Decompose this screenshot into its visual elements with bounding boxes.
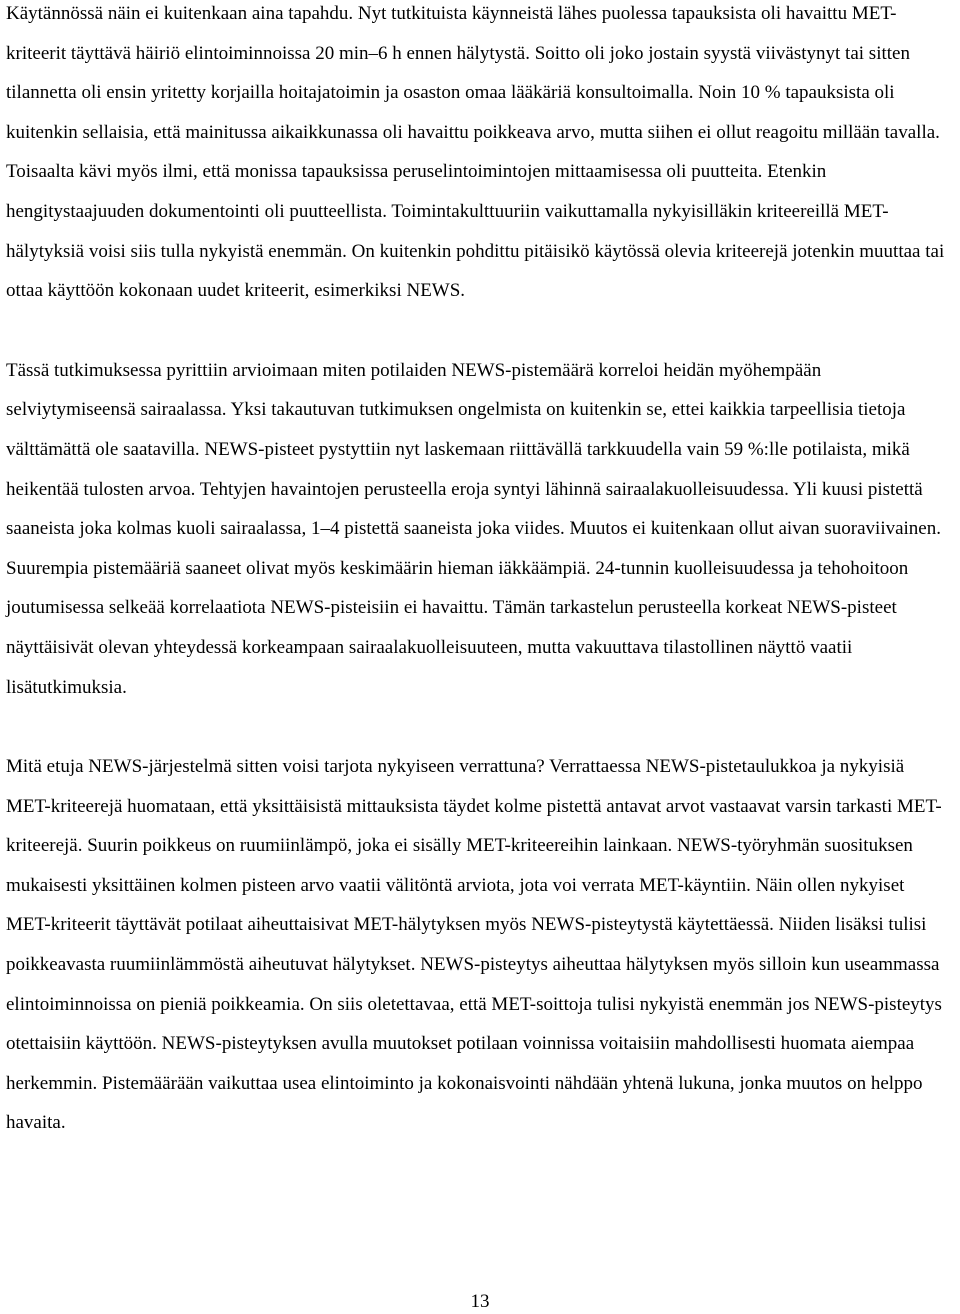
- paragraph-news-study: Tässä tutkimuksessa pyrittiin arvioimaan miten potilaiden NEWS-pistemäärä korreloi heidän myöhempään selviytymiseensä sairaalassa. Yksi takautuvan tutkimuksen ongelmista on kuitenkin se, ettei kaikkia tarpeellisia tietoja välttämättä ole saatavilla. NEWS-pisteet pystyttiin nyt laskemaan riittävällä tarkkuudella vain 59 %:lle potilaista, mikä heikentää tulosten arvoa. Tehtyjen havaintojen perusteella eroja syntyi lähinnä sairaalakuolleisuudessa. Yli kuusi pistettä saaneista joka kolmas kuoli sairaalassa, 1–4 pistettä saaneista joka viides. Muutos ei kuitenkaan ollut aivan suoraviivainen. Suurempia pistemääriä saaneet olivat myös keskimäärin hieman iäkkäämpiä. 24-tunnin kuolleisuudessa ja tehohoitoon joutumisessa selkeää korrelaatiota NEWS-pisteisiin ei havaittu. Tämän tarkastelun perusteella korkeat NEWS-pisteet näyttäisivät olevan yhteydessä korkeampaan sairaalakuolleisuuteen, mutta vakuuttava tilastollinen näyttö vaatii lisätutkimuksia.: [6, 359, 941, 698]
- page-number: 13: [470, 1291, 490, 1312]
- paragraph-met-criteria: Käytännössä näin ei kuitenkaan aina tapahdu. Nyt tutkituista käynneistä lähes puolessa tapauksista oli havaittu MET-kriteerit täyttävä häiriö elintoiminnoissa 20 min–6 h ennen hälytystä. Soitto oli joko jostain syystä viivästynyt tai sitten tilannetta oli ensin yritetty korjailla hoitajatoimin ja osaston omaa lääkäriä konsultoimalla. Noin 10 % tapauksista oli kuitenkin sellaisia, että mainitussa aikaikkunassa oli havaittu poikkeava arvo, mutta siihen ei ollut reagoitu millään tavalla. Toisaalta kävi myös ilmi, että monissa tapauksissa peruselintoimintojen mittaamisessa oli puutteita. Etenkin hengitystaajuuden dokumentointi oli puutteellista. Toimintakulttuuriin vaikuttamalla nykyisilläkin kriteereillä MET-hälytyksiä voisi siis tulla nykyistä enemmän. On kuitenkin pohdittu pitäisikö käytössä olevia kriteerejä jotenkin muuttaa tai ottaa käyttöön kokonaan uudet kriteerit, esimerkiksi NEWS.: [6, 3, 945, 302]
- paragraph-news-benefits: Mitä etuja NEWS-järjestelmä sitten voisi tarjota nykyiseen verrattuna? Verrattaessa NEWS-pistetaulukkoa ja nykyisiä MET-kriteerejä huomataan, että yksittäisistä mittauksista täydet kolme pistettä antavat arvot vastaavat varsin tarkasti MET-kriteerejä. Suurin poikkeus on ruumiinlämpö, joka ei sisälly MET-kriteereihin lainkaan. NEWS-työryhmän suosituksen mukaisesti yksittäinen kolmen pisteen arvo vaatii välitöntä arviota, jota voi verrata MET-käyntiin. Näin ollen nykyiset MET-kriteerit täyttävät potilaat aiheuttaisivat MET-hälytyksen myös NEWS-pisteytystä käytettäessä. Niiden lisäksi tulisi poikkeavasta ruumiinlämmöstä aiheutuvat hälytykset. NEWS-pisteytys aiheuttaa hälytyksen myös silloin kun useammassa elintoiminnoissa on pieniä poikkeamia. On siis oletettavaa, että MET-soittoja tulisi nykyistä enemmän jos NEWS-pisteytys otettaisiin käyttöön. NEWS-pisteytyksen avulla muutokset potilaan voinnissa voitaisiin mahdollisesti huomata aiempaa herkemmin. Pistemäärään vaikuttaa usea elintoiminto ja kokonaisvointi nähdään yhtenä lukuna, jonka muutos on helppo havaita.: [6, 756, 942, 1134]
